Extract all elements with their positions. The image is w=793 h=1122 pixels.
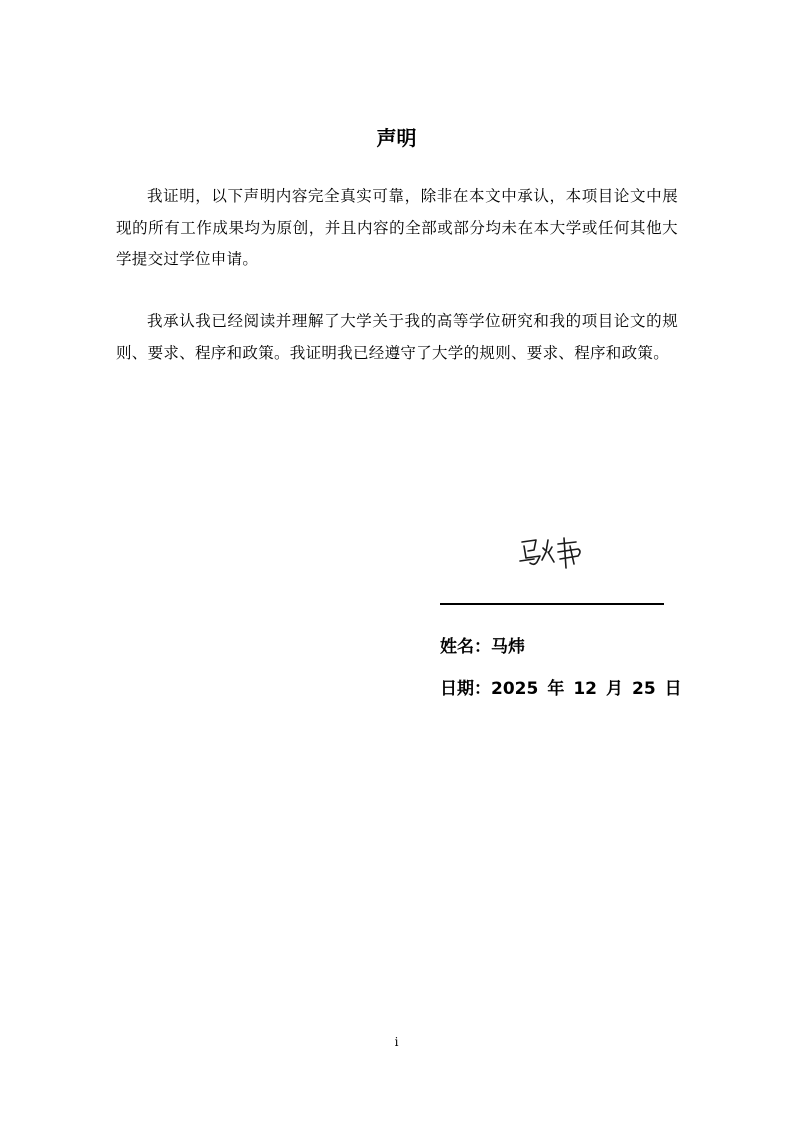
date-month-unit: 月 bbox=[606, 679, 623, 699]
signature-underline-bar bbox=[440, 603, 664, 605]
handwritten-signature bbox=[512, 528, 604, 576]
name-label: 姓名： bbox=[440, 637, 491, 657]
date-label: 日期： bbox=[440, 679, 491, 699]
page-title: 声明 bbox=[376, 126, 417, 150]
date-field bbox=[440, 677, 682, 701]
name-field bbox=[440, 635, 525, 659]
declaration-paragraph-1: 我证明，以下声明内容完全真实可靠，除非在本文中承认，本项目论文中展现的所有工作成果均为原创，并且内容的全部或部分均未在本大学或任何其他大学提交过学位申请。 bbox=[116, 187, 678, 268]
page-number: i bbox=[394, 1035, 399, 1049]
date-year: 2025 bbox=[491, 679, 539, 699]
signature-line bbox=[440, 592, 664, 612]
name-value: 马炜 bbox=[491, 637, 525, 657]
date-day-unit: 日 bbox=[664, 679, 682, 699]
date-month: 12 bbox=[573, 679, 597, 699]
date-day: 25 bbox=[632, 679, 656, 699]
declaration-paragraph-2: 我承认我已经阅读并理解了大学关于我的高等学位研究和我的项目论文的规则、要求、程序和政策。我证明我已经遵守了大学的规则、要求、程序和政策。 bbox=[116, 312, 678, 362]
date-year-unit: 年 bbox=[547, 679, 565, 699]
